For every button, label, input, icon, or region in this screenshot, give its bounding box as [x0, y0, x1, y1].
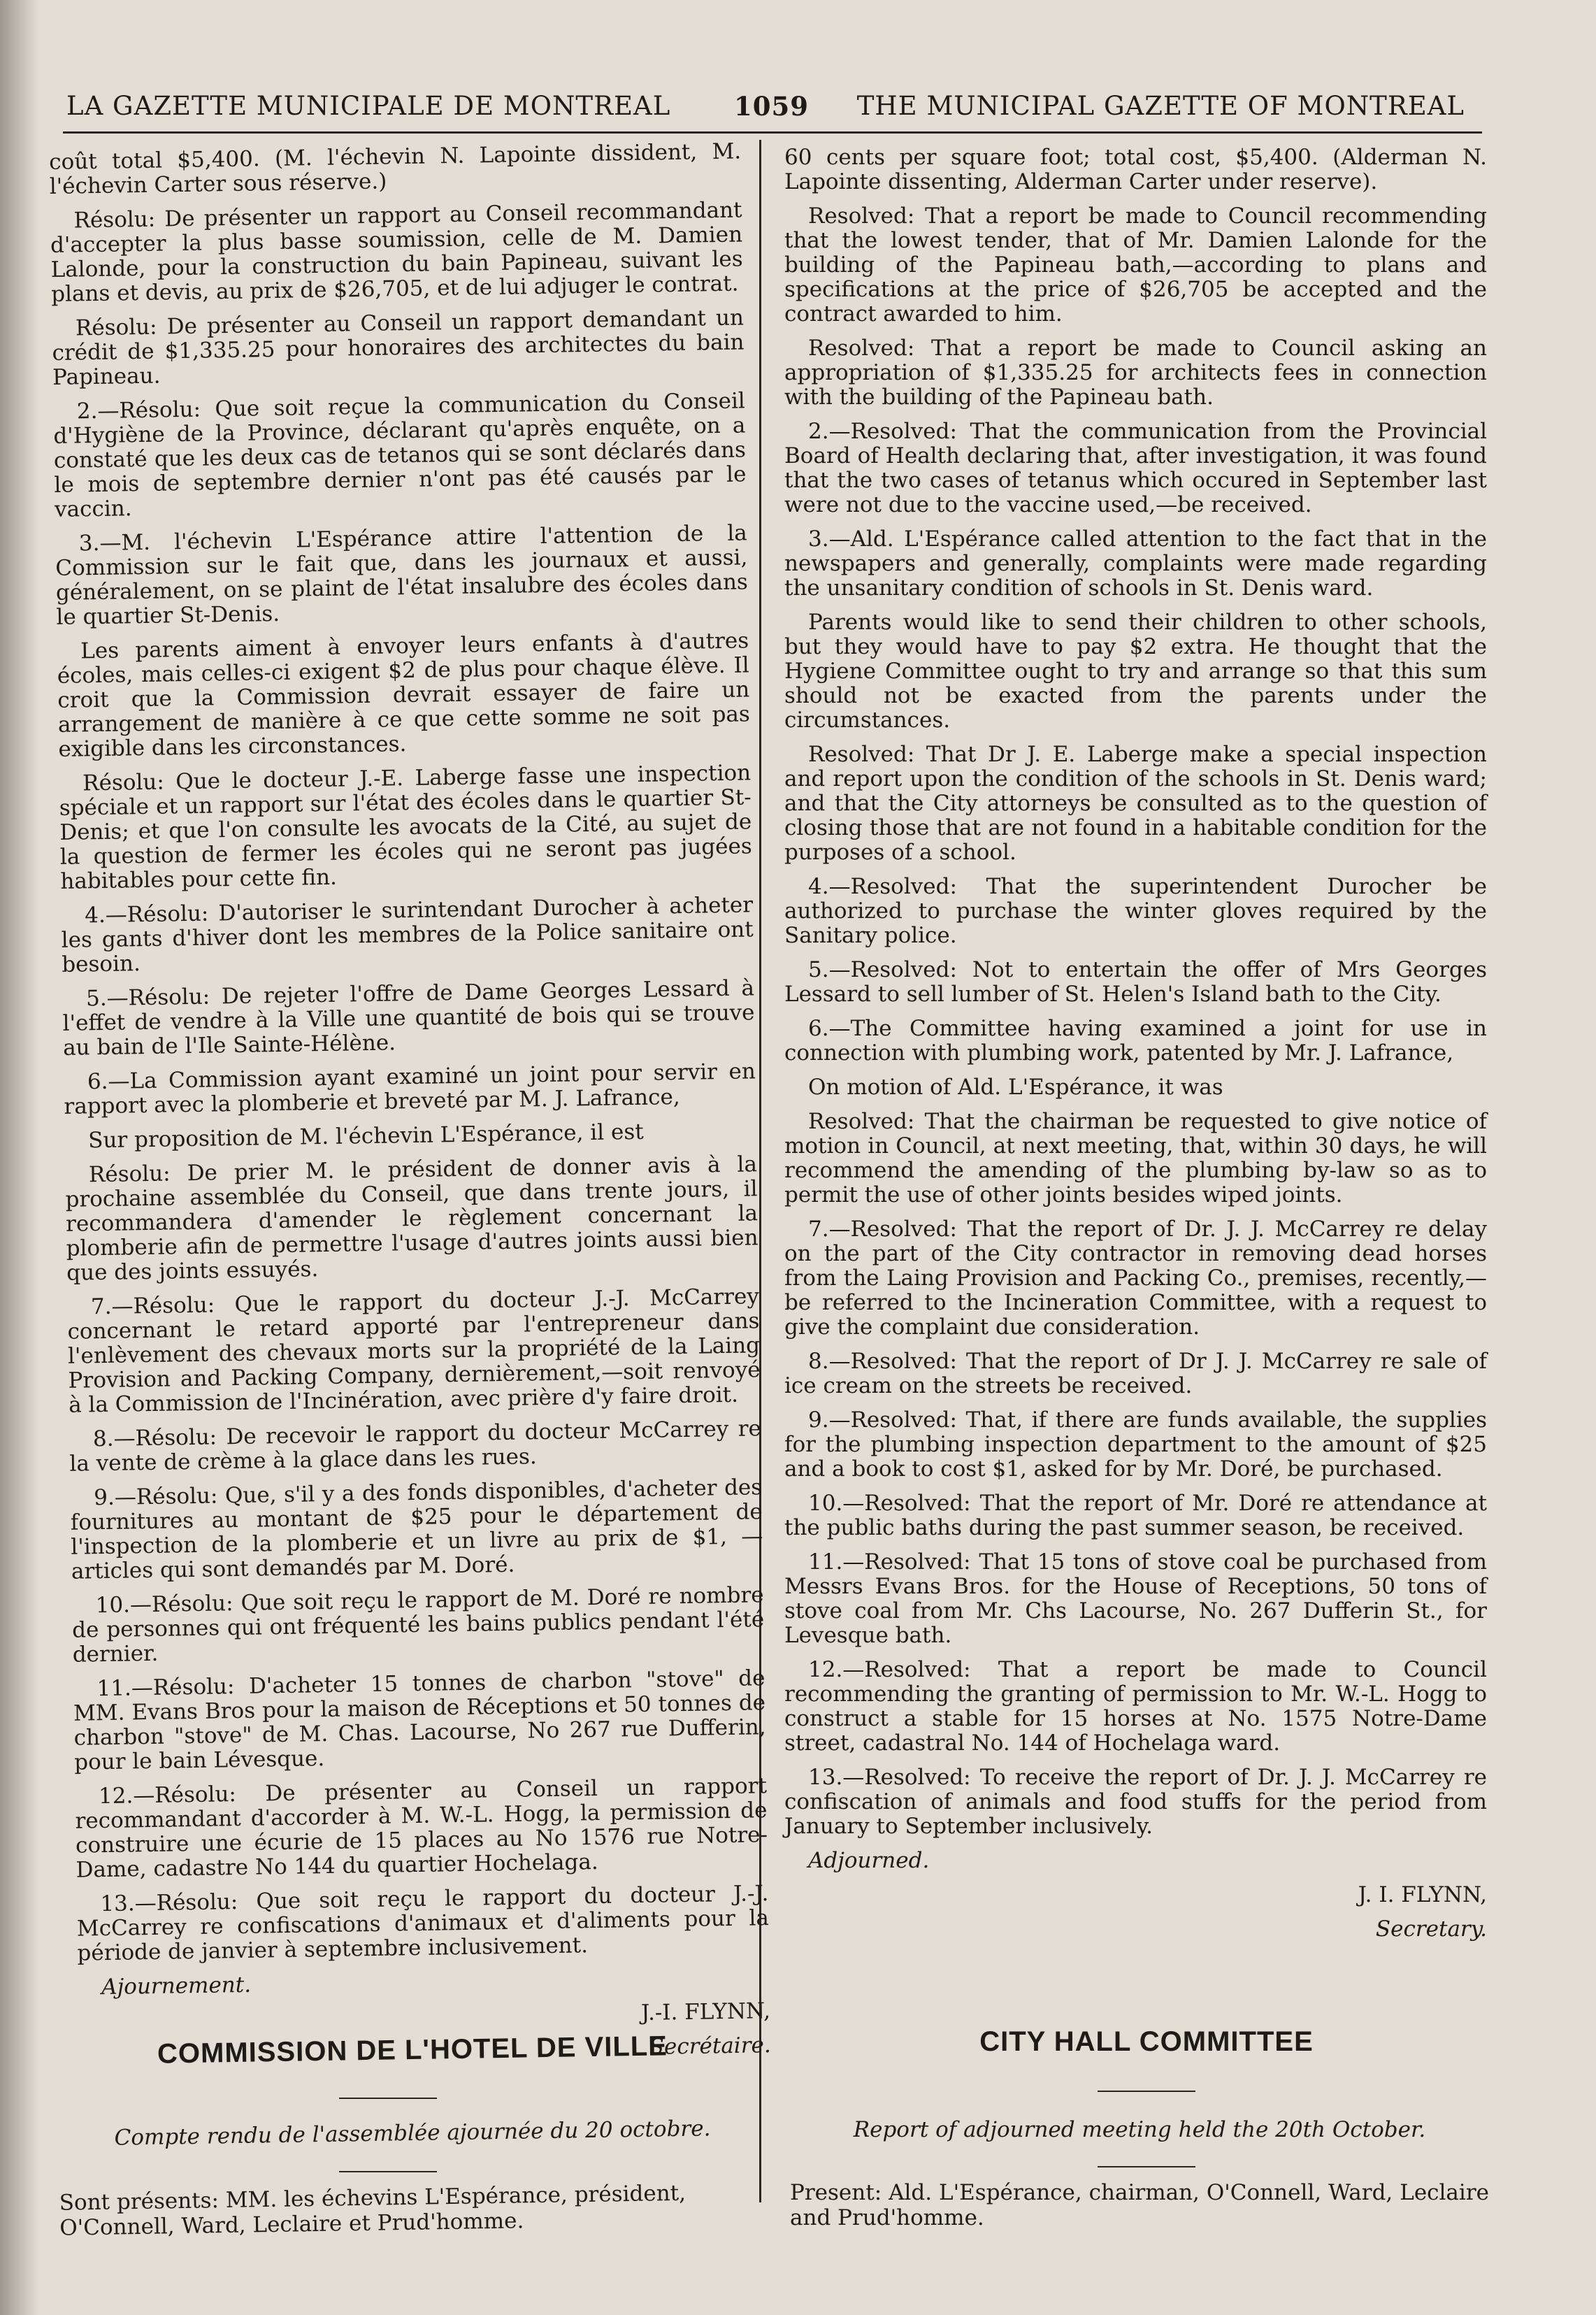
paragraph: 4.—Resolved: That the superintendent Durocher be authorized to purchase the winter gloves required by the Sanitary police.	[784, 874, 1487, 948]
paragraph: 5.—Resolved: Not to entertain the offer of Mrs Georges Lessard to sell lumber of St. Helen's Island bath to the City.	[784, 957, 1487, 1007]
paragraph: 9.—Résolu: Que, s'il y a des fonds disponibles, d'acheter des fournitures au montant de $25 pour le département de l'inspection de la plomberie et un livre au prix de $1, —articles qui sont demandés par M. Doré.	[70, 1475, 763, 1584]
paragraph: 7.—Résolu: Que le rapport du docteur J.-J. McCarrey concernant le retard apporté par l'entrepreneur dans l'enlèvement des chevaux morts sur la propriété de la Laing Provision and Packing Company, dernièrement,—soit renvoyé à la Commission de l'Incinération, avec prière d'y faire droit.	[67, 1284, 761, 1418]
present-members-english: Present: Ald. L'Espérance, chairman, O'Connell, Ward, Leclaire and Prud'homme.	[790, 2180, 1489, 2230]
paragraph: 2.—Resolved: That the communication from the Provincial Board of Health declaring that, after investigation, it was found that the two cases of tetanus which occured in September last were not due to the vaccine used,—be received.	[784, 419, 1487, 517]
present-members-french: Sont présents: MM. les échevins L'Espérance, président, O'Connell, Ward, Leclaire et Prud'homme.	[59, 2180, 686, 2241]
paragraph: 12.—Resolved: That a report be made to Council recommending the granting of permission to Mr. W.-L. Hogg to construct a stable for 15 horses at No. 1575 Notre-Dame street, cadastral No. 144 of Hochelaga ward.	[784, 1657, 1487, 1756]
paragraph: Parents would like to send their children to other schools, but they would have to pay $2 extra. He thought that the Hygiene Committee ought to try and arrange so that this sum should not be exacted from the parents under the circumstances.	[784, 610, 1487, 733]
paragraph: 8.—Resolved: That the report of Dr J. J. McCarrey re sale of ice cream on the streets be received.	[784, 1349, 1487, 1398]
paragraph: 2.—Résolu: Que soit reçue la communication du Conseil d'Hygiène de la Province, déclarant qu'après enquête, on a constaté que les deux cas de tetanos qui se sont déclarés dans le mois de septembre dernier n'ont pas été causés par le vaccin.	[53, 388, 747, 522]
binding-shadow	[0, 0, 38, 2315]
paragraph: 13.—Résolu: Que soit reçu le rapport du docteur J.-J. McCarrey re confiscations d'animaux et d'aliments pour la période de janvier à septembre inclusivement.	[76, 1881, 770, 1966]
paragraph: Résolu: De présenter au Conseil un rapport demandant un crédit de $1,335.25 pour honoraires des architectes du bain Papineau.	[52, 305, 745, 390]
signature-name: J.-I. FLYNN,	[640, 1998, 771, 2026]
header-english-title: THE MUNICIPAL GAZETTE OF MONTREAL	[856, 91, 1465, 121]
section-rule	[1098, 2091, 1195, 2092]
paragraph: 3.—Ald. L'Espérance called attention to the fact that in the newspapers and generally, complaints were made regarding the unsanitary condition of schools in St. Denis ward.	[784, 526, 1487, 601]
paragraph: 13.—Resolved: To receive the report of Dr. J. J. McCarrey re confiscation of animals and food stuffs for the period from January to September inclusively.	[784, 1765, 1487, 1839]
section-rule	[1098, 2166, 1195, 2167]
paragraph: coût total $5,400. (M. l'échevin N. Lapointe dissident, M. l'échevin Carter sous réserve.)	[48, 138, 742, 199]
paragraph: 11.—Resolved: That 15 tons of stove coal be purchased from Messrs Evans Bros. for the House of Receptions, 50 tons of stove coal from Mr. Chs Lacourse, No. 267 Dufferin St., for Levesque bath.	[784, 1549, 1487, 1648]
paragraph: Résolu: Que le docteur J.-E. Laberge fasse une inspection spéciale et un rapport sur l'état des écoles dans le quartier St-Denis; et que l'on consulte les avocats de la Cité, au sujet de la question de fermer les écoles qui ne seront pas jugées habitables pour cette fin.	[59, 760, 753, 894]
paragraph: Les parents aiment à envoyer leurs enfants à d'autres écoles, mais celles-ci exigent $2 de plus pour chaque élève. Il croit que la Commission devrait essayer de faire un arrangement de manière à ce que cette somme ne soit pas exigible dans les circonstances.	[57, 628, 751, 762]
paragraph: 5.—Résolu: De rejeter l'offre de Dame Georges Lessard à l'effet de vendre à la Ville une quantité de bois qui se trouve au bain de l'Ile Sainte-Hélène.	[62, 975, 755, 1061]
signature-title: Secrétaire.	[649, 2033, 771, 2060]
paragraph: 12.—Résolu: De présenter au Conseil un rapport recommandant d'accorder à M. W.-L. Hogg, la permission de construire une écurie de 15 places au No 1576 rue Notre-Dame, cadastre No 144 du quartier Hochelaga.	[75, 1773, 768, 1883]
paragraph: 3.—M. l'échevin L'Espérance attire l'attention de la Commission sur le fait que, dans les journaux et aussi, généralement, on se plaint de l'état insalubre des écoles dans le quartier St-Denis.	[55, 520, 749, 630]
paragraph: On motion of Ald. L'Espérance, it was	[808, 1075, 1223, 1100]
paragraph: Sur proposition de M. l'échevin L'Espérance, il est	[87, 1119, 644, 1154]
french-column	[49, 139, 771, 2078]
adjourned-label: Ajournement.	[101, 1972, 252, 2000]
english-column	[784, 145, 1487, 1951]
section-title-english: CITY HALL COMMITTEE	[979, 2026, 1314, 2057]
section-rule	[339, 2171, 437, 2172]
paragraph: Resolved: That a report be made to Council asking an appropriation of $1,335.25 for architects fees in connection with the building of the Papineau bath.	[784, 336, 1487, 410]
signature-name: J. I. FLYNN,	[1358, 1882, 1487, 1907]
header-rule	[63, 131, 1482, 134]
paragraph: 4.—Résolu: D'autoriser le surintendant Durocher à acheter les gants d'hiver dont les membres de la Police sanitaire ont besoin.	[61, 892, 754, 977]
paragraph: Resolved: That the chairman be requested to give notice of motion in Council, at next meeting, that, within 30 days, he will recommend the amending of the plumbing by-law so as to permit the use of other joints besides wiped joints.	[784, 1109, 1487, 1207]
paragraph: Resolved: That a report be made to Council recommending that the lowest tender, that of Mr. Damien Lalonde for the building of the Papineau bath,—according to plans and specifications at the price of $26,705 be accepted and the contract awarded to him.	[784, 203, 1487, 327]
paragraph: 60 cents per square foot; total cost, $5,400. (Alderman N. Lapointe dissenting, Alderman Carter under reserve).	[784, 145, 1487, 194]
paragraph: 8.—Résolu: De recevoir le rapport du docteur McCarrey re la vente de crème à la glace dans les rues.	[69, 1416, 762, 1477]
section-subtitle-english: Report of adjourned meeting held the 20th October.	[853, 2117, 1426, 2142]
paragraph: 10.—Resolved: That the report of Mr. Doré re attendance at the public baths during the past summer season, be received.	[784, 1491, 1487, 1540]
page-header	[66, 84, 1465, 126]
section-subtitle-french: Compte rendu de l'assemblée ajournée du 20 octobre.	[114, 2116, 711, 2151]
paragraph: Resolved: That Dr J. E. Laberge make a special inspection and report upon the condition of the schools in St. Denis ward; and that the City attorneys be consulted as to the question of closing those that are not found in a habitable condition for the purposes of a school.	[784, 742, 1487, 865]
paragraph: 9.—Resolved: That, if there are funds available, the supplies for the plumbing inspection department to the amount of $25 and a book to cost $1, asked for by Mr. Doré, be purchased.	[784, 1407, 1487, 1482]
paragraph: 6.—La Commission ayant examiné un joint pour servir en rapport avec la plomberie et breveté par M. J. Lafrance,	[64, 1059, 756, 1119]
section-rule	[339, 2098, 437, 2099]
paragraph: 10.—Résolu: Que soit reçu le rapport de M. Doré re nombre de personnes qui ont fréquenté les bains publics pendant l'été dernier.	[71, 1582, 765, 1668]
paragraph: 7.—Resolved: That the report of Dr. J. J. McCarrey re delay on the part of the City contractor in removing dead horses from the Laing Provision and Packing Co., premises, recently,—be referred to the Incineration Committee, with a request to give the complaint due consideration.	[784, 1217, 1487, 1340]
paragraph: 11.—Résolu: D'acheter 15 tonnes de charbon "stove" de MM. Evans Bros pour la maison de Réceptions et 50 tonnes de charbon "stove" de M. Chas. Lacourse, No 267 rue Dufferin, pour le bain Lévesque.	[73, 1665, 766, 1775]
adjourned-label: Adjourned.	[808, 1848, 930, 1873]
header-french-title: LA GAZETTE MUNICIPALE DE MONTREAL	[66, 91, 671, 121]
signature-title: Secretary.	[1375, 1916, 1487, 1942]
paragraph: Résolu: De présenter un rapport au Conseil recommandant d'accepter la plus basse soumission, celle de M. Damien Lalonde, pour la construction du bain Papineau, suivant les plans et devis, au prix de $26,705, et de lui adjuger le contrat.	[50, 197, 743, 307]
section-title-french: COMMISSION DE L'HOTEL DE VILLE	[157, 2030, 668, 2070]
paragraph: Résolu: De prier M. le président de donner avis à la prochaine assemblée du Conseil, que dans trente jours, il recommandera d'amender le règlement concernant la plomberie afin de permettre l'usage d'autres joints aussi bien que des joints essuyés.	[65, 1152, 759, 1286]
page-number: 1059	[734, 91, 809, 122]
paragraph: 6.—The Committee having examined a joint for use in connection with plumbing work, patented by Mr. J. Lafrance,	[784, 1016, 1487, 1066]
